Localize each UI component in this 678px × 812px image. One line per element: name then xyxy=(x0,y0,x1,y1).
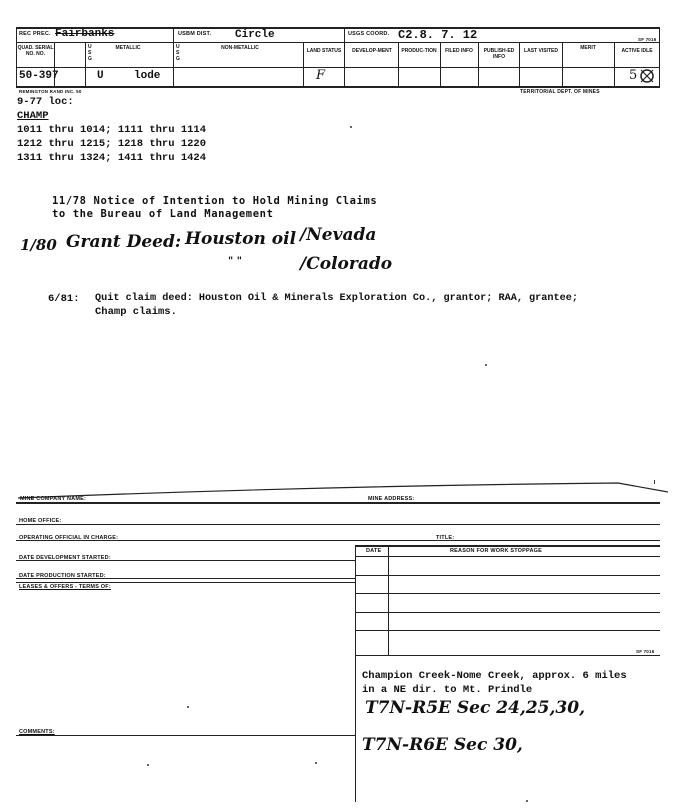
mine-company-name-label: MINE COMPANY NAME: xyxy=(20,496,87,502)
hw-township-2: T7N-R6E Sec 30, xyxy=(362,735,523,755)
notice-line-2: to the Bureau of Land Management xyxy=(52,208,274,220)
usbm-dist-label: USBM DIST. xyxy=(178,31,212,37)
claims-line-3: 1311 thru 1324; 1411 thru 1424 xyxy=(17,152,207,164)
printer-mark: REMINGTON RAND INC. 50 xyxy=(19,89,82,94)
quit-claim-date: 6/81: xyxy=(48,293,80,305)
scan-speck xyxy=(485,364,487,366)
mine-address-label: MINE ADDRESS: xyxy=(368,496,415,502)
scan-speck xyxy=(147,764,149,766)
scan-speck xyxy=(315,762,317,764)
scan-speck xyxy=(526,800,528,802)
location-line-1: Champion Creek-Nome Creek, approx. 6 miles xyxy=(362,670,627,682)
col-development: DEVELOP-MENT xyxy=(352,48,392,54)
col-production: PRODUC-TION xyxy=(401,48,437,54)
land-status-value: F xyxy=(316,68,326,83)
home-office-label: HOME OFFICE: xyxy=(19,518,62,524)
title-label: TITLE: xyxy=(436,535,455,541)
col-published-info: PUBLISH-ED INFO xyxy=(483,48,515,60)
usg-marks-2: U S G xyxy=(176,44,181,62)
col-merit: MERIT xyxy=(580,45,596,51)
territorial-dept: TERRITORIAL DEPT. OF MINES xyxy=(520,89,600,95)
hw-township-1: T7N-R5E Sec 24,25,30, xyxy=(365,698,585,718)
prod-started-label: DATE PRODUCTION STARTED: xyxy=(19,573,106,579)
form-number-bottom: SF 7016 xyxy=(636,649,655,654)
leases-label: LEASES & OFFERS - TERMS OF: xyxy=(19,584,111,590)
scan-speck xyxy=(350,126,352,128)
col-land-status: LAND STATUS xyxy=(306,48,342,54)
metallic-value: lode xyxy=(134,70,161,82)
location-date-line: 9-77 loc: xyxy=(17,96,74,108)
col-filed-info: FILED INFO xyxy=(445,48,473,54)
col-nonmetallic: NON-METALLIC xyxy=(221,45,259,51)
scan-speck xyxy=(187,706,189,708)
hw-colorado: /Colorado xyxy=(300,254,393,274)
rec-prec-value: Fairbanks xyxy=(55,28,115,40)
claims-line-1: 1011 thru 1014; 1111 thru 1114 xyxy=(17,124,207,136)
date-col-label: DATE xyxy=(366,548,382,554)
col-last-visited: LAST VISITED xyxy=(524,48,558,54)
usbm-dist-value: Circle xyxy=(235,29,275,41)
claims-line-2: 1212 thru 1215; 1218 thru 1220 xyxy=(17,138,207,150)
usg-marks: U S G xyxy=(88,44,93,62)
hw-ditto: " " xyxy=(228,256,242,267)
quit-claim-line-1: Quit claim deed: Houston Oil & Minerals Exploration Co., grantor; RAA, grantee; xyxy=(95,293,578,304)
serial-value: 50-397 xyxy=(19,70,59,82)
reason-col-label: REASON FOR WORK STOPPAGE xyxy=(450,548,542,554)
form-number-top: SF 7016 xyxy=(638,37,657,42)
hw-deed-type: Grant Deed: xyxy=(66,232,182,252)
rec-prec-label: REC PREC. xyxy=(19,31,51,37)
hw-grantor: Houston oil xyxy=(185,229,297,249)
col-active-idle: ACTIVE IDLE xyxy=(621,48,653,54)
usgs-coord-label: USGS COORD. xyxy=(348,31,390,37)
divider-curve xyxy=(18,480,668,504)
claim-group-name: CHAMP xyxy=(17,110,49,122)
usgs-coord-value: C2.8. 7. 12 xyxy=(398,28,478,42)
scan-speck xyxy=(654,480,655,484)
hw-deed-date: 1/80 xyxy=(20,236,57,254)
operating-official-label: OPERATING OFFICIAL IN CHARGE: xyxy=(19,535,119,541)
location-line-2: in a NE dir. to Mt. Prindle xyxy=(362,684,533,696)
quit-claim-line-2: Champ claims. xyxy=(95,306,177,318)
u-value: U xyxy=(97,70,104,82)
active-idle-value: 5 xyxy=(629,68,638,83)
col-metallic: METALLIC xyxy=(115,45,141,51)
dev-started-label: DATE DEVELOPMENT STARTED: xyxy=(19,555,111,561)
active-idle-mark-icon xyxy=(638,66,656,86)
col-quad-serial: QUAD. SERIAL NO. NO. xyxy=(17,45,54,57)
notice-line-1: 11/78 Notice of Intention to Hold Mining Claims xyxy=(52,195,378,207)
hw-nevada: /Nevada xyxy=(300,225,377,245)
comments-label: COMMENTS: xyxy=(19,729,55,735)
